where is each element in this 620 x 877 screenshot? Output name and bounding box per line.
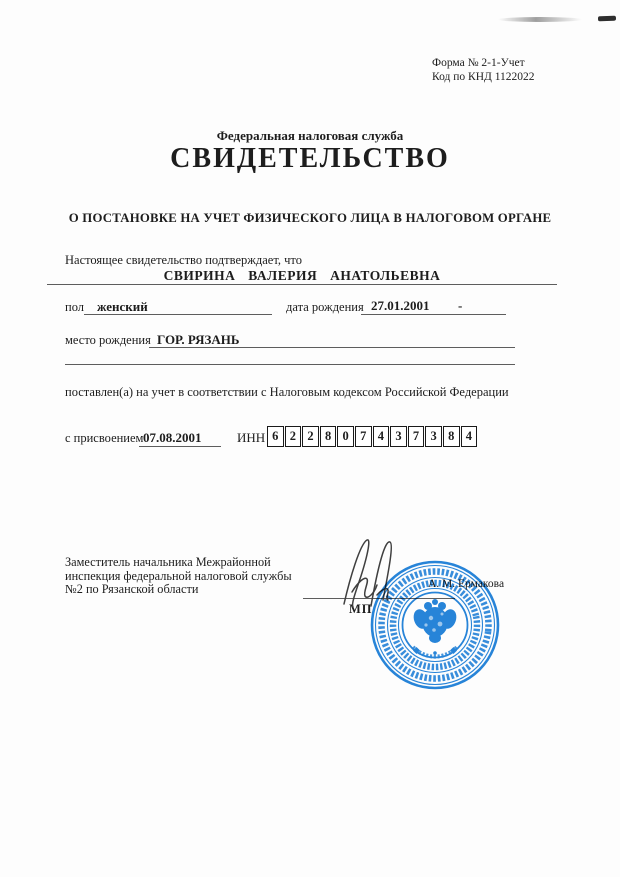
intro-line: Настоящее свидетельство подтверждает, что: [65, 253, 302, 267]
birth-place-label: место рождения: [65, 333, 151, 347]
scan-smudge: [498, 17, 582, 22]
double-eagle-emblem: [411, 599, 458, 655]
inn-digit-cell: 2: [302, 426, 319, 447]
birth-place-underline: [149, 347, 515, 348]
gender-label: пол: [65, 300, 85, 314]
form-number: Форма № 2-1-Учет: [432, 57, 525, 69]
inn-digit-cell: 2: [285, 426, 302, 447]
person-name-underline: [47, 284, 557, 285]
birth-date-underline: [361, 314, 506, 315]
inn-digit-cell: 7: [408, 426, 425, 447]
knd-code: Код по КНД 1122022: [432, 71, 535, 83]
birth-place-underline-2: [65, 364, 515, 365]
official-title-line: Заместитель начальника Межрайонной: [65, 555, 271, 569]
inn-digit-cell: 4: [461, 426, 478, 447]
agency-name: Федеральная налоговая служба: [216, 128, 404, 143]
official-title-line: №2 по Рязанской области: [65, 582, 199, 597]
inn-digit-cell: 3: [425, 426, 442, 447]
form-info: [432, 56, 535, 84]
inn-digit-cell: 8: [443, 426, 460, 447]
inn-digit-cell: 0: [337, 426, 354, 447]
gender-underline: [84, 314, 272, 315]
document-title: СВИДЕТЕЛЬСТВО: [170, 143, 450, 174]
official-title: [65, 556, 292, 597]
assignment-date: 07.08.2001: [143, 430, 202, 445]
birth-date-label: дата рождения: [286, 300, 364, 314]
person-name: СВИРИНА ВАЛЕРИЯ АНАТОЛЬЕВНА: [163, 268, 441, 283]
inn-digit-cell: 6: [267, 426, 284, 447]
birth-date-suffix: -: [458, 298, 463, 313]
assignment-label: с присвоением: [65, 431, 144, 445]
document-subtitle: О ПОСТАНОВКЕ НА УЧЕТ ФИЗИЧЕСКОГО ЛИЦА В НАЛОГОВОМ ОРГАНЕ: [68, 211, 552, 225]
birth-place-value: ГОР. РЯЗАНЬ: [157, 332, 240, 347]
inn-digit-cell: 8: [320, 426, 337, 447]
official-title-line: инспекция федеральной налоговой службы: [65, 568, 292, 583]
inn-digit-cell: 7: [355, 426, 372, 447]
stamp-place-label: МП: [349, 602, 373, 616]
inn-boxes: [267, 426, 477, 447]
inn-digit-cell: 3: [390, 426, 407, 447]
official-name: А. М. Ермакова: [428, 578, 505, 590]
gender-value: женский: [97, 299, 148, 314]
registration-statement: поставлен(а) на учет в соответствии с Налоговым кодексом Российской Федерации: [65, 385, 509, 399]
inn-label: ИНН: [237, 430, 266, 445]
birth-date-value: 27.01.2001: [371, 298, 430, 313]
scan-dash-mark: [598, 16, 616, 22]
inn-digit-cell: 4: [373, 426, 390, 447]
official-round-stamp: [368, 558, 505, 692]
assignment-underline: [139, 446, 221, 447]
